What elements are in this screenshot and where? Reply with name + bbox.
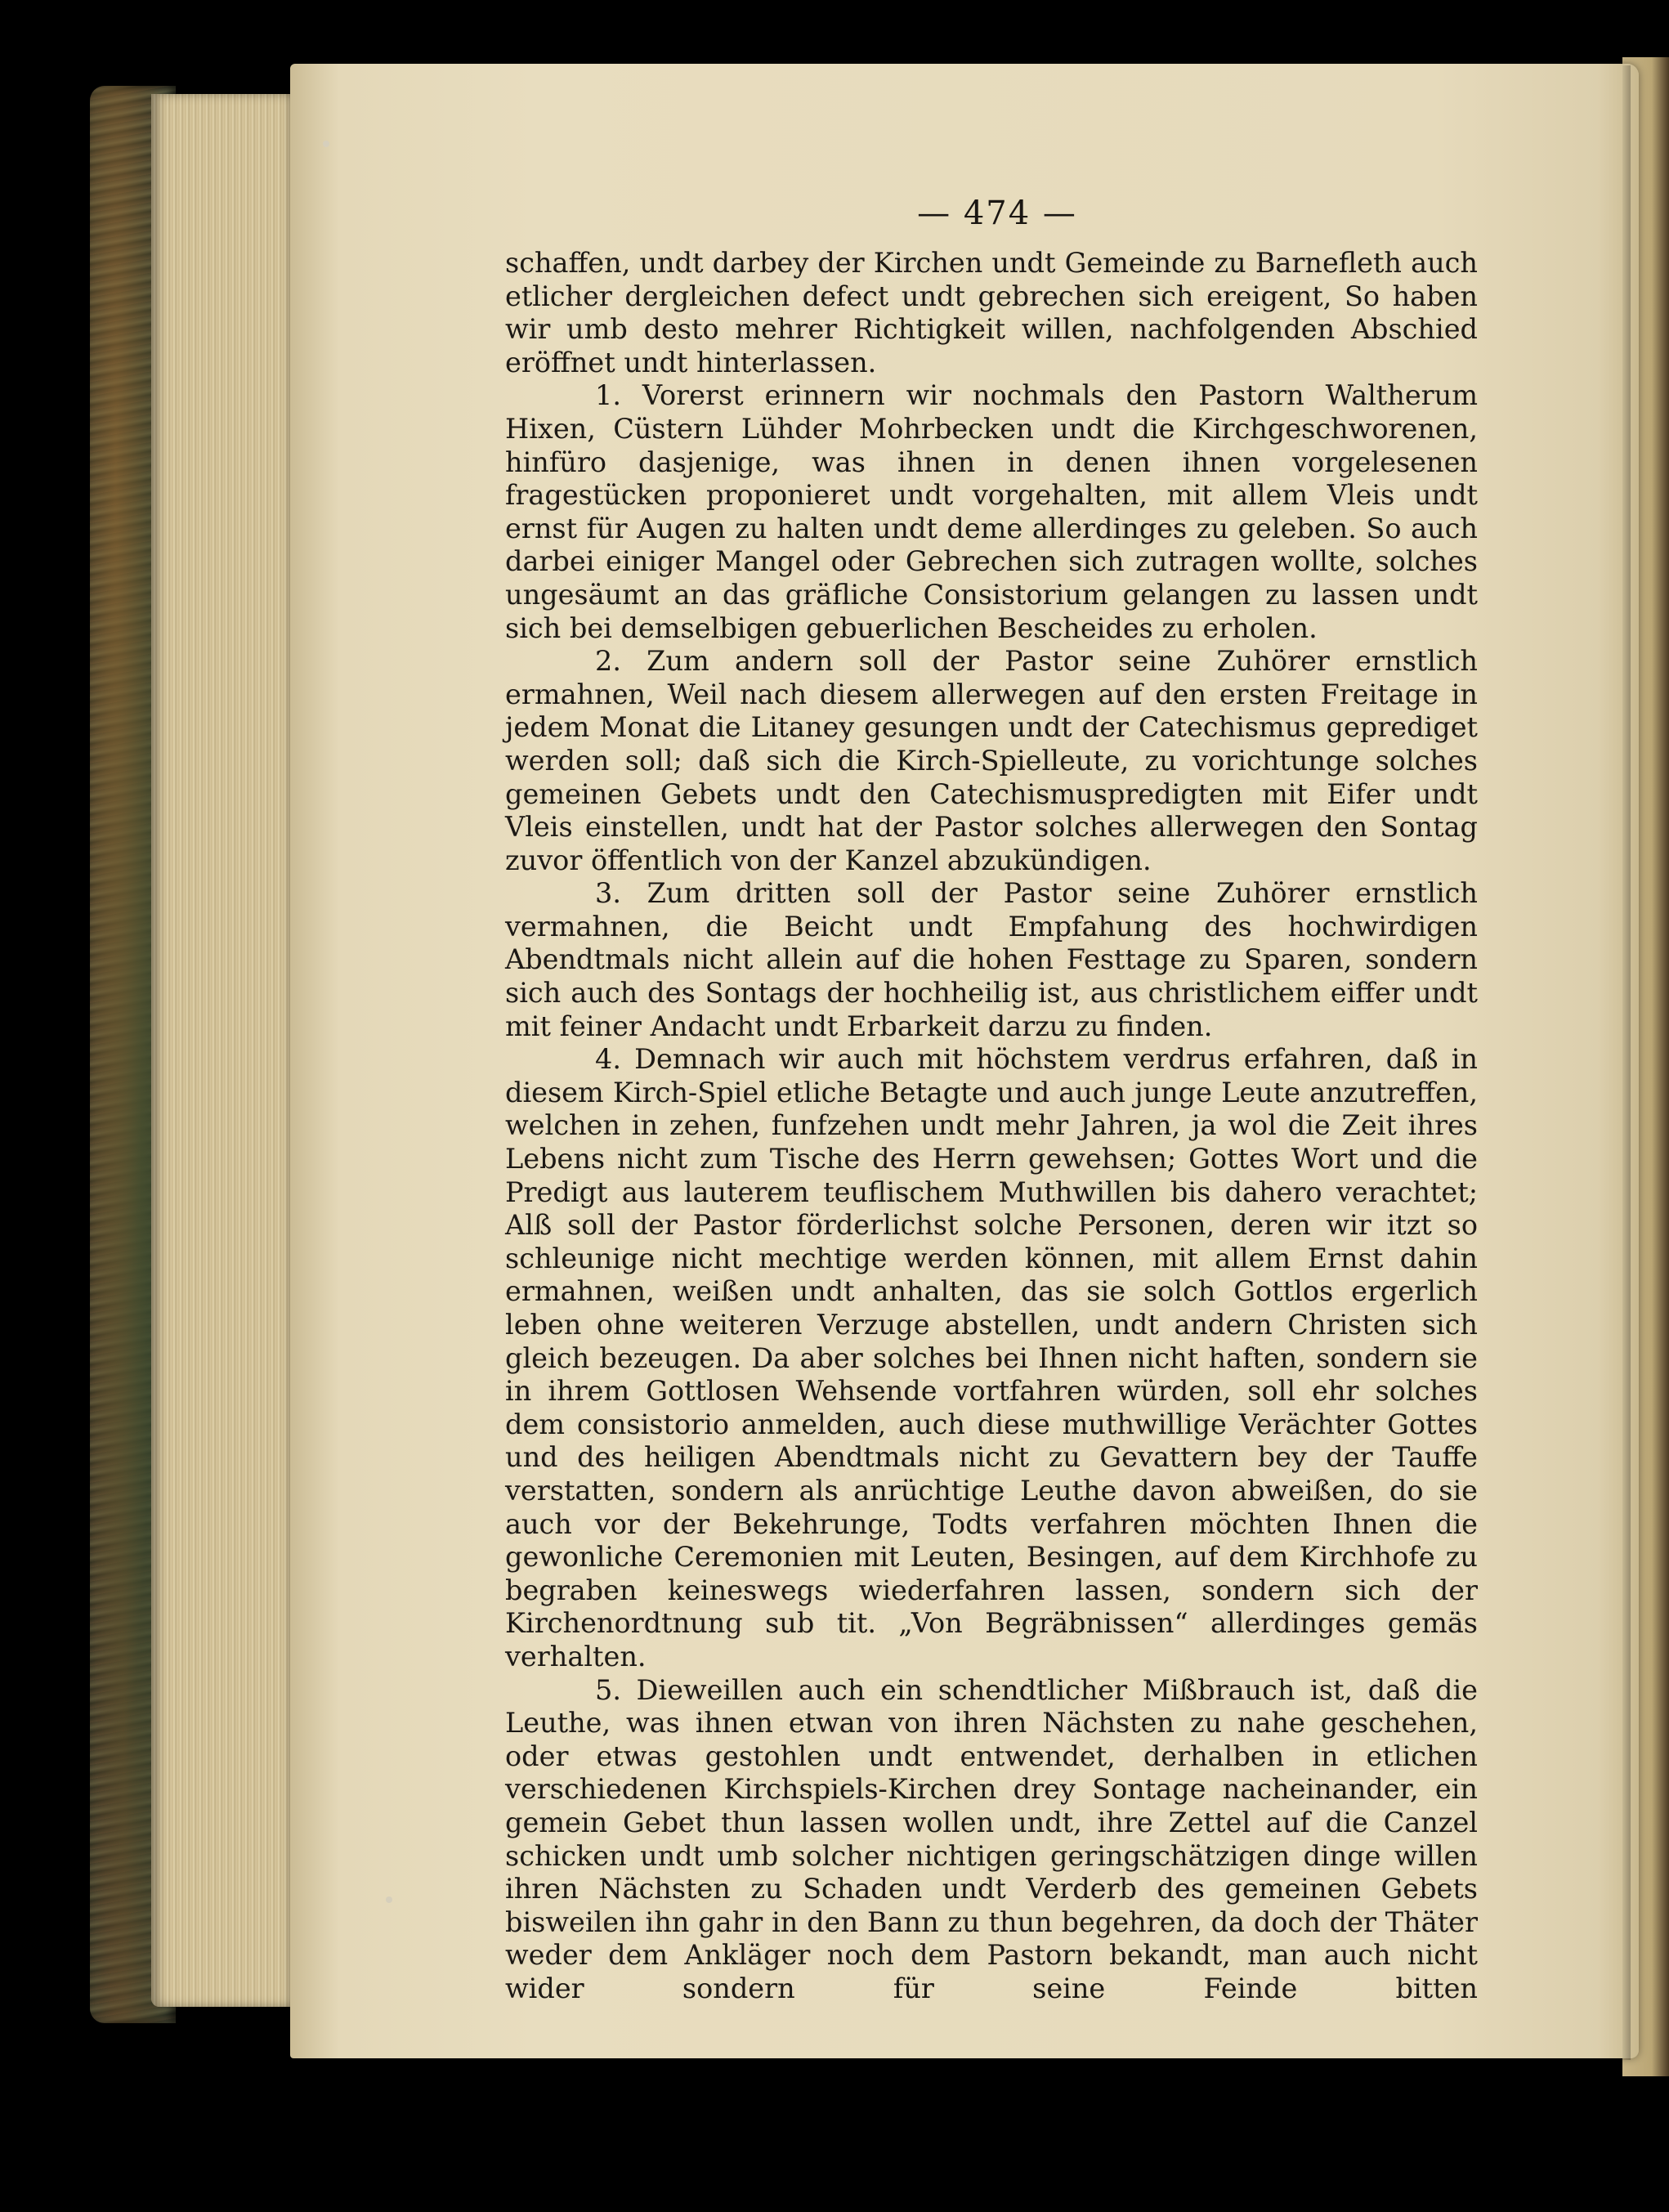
body-text xyxy=(505,247,1478,2005)
paragraph: 5. Dieweillen auch ein schendtlicher Mißbrauch ist, daß die Leuthe, was ihnen etwan von ihren Nächsten zu nahe geschehen, oder etwas gestohlen undt entwendet, derhalben in etlichen verschiedenen Kirchspiels-Kirchen drey Sontage nacheinander, ein gemein Gebet thun lassen wollen undt, ihre Zettel auf die Canzel schicken undt umb solcher nichtigen geringschätzigen dinge willen ihren Nächsten zu Schaden undt Verderb des gemeinen Gebets bisweilen ihn gahr in den Bann zu thun begehren, da doch der Thäter weder dem Ankläger noch dem Pastorn bekandt, man auch nicht wider sondern für seine Feinde bitten xyxy=(505,1673,1478,2004)
paragraph: 1. Vorerst erinnern wir nochmals den Pastorn Waltherum Hixen, Cüstern Lühder Mohrbecken undt die Kirchgeschworenen, hinfüro dasjenige, was ihnen in denen ihnen vorgelesenen fragestücken proponieret undt vorgehalten, mit allem Vleis undt ernst für Augen zu halten undt deme allerdinges zu geleben. So auch darbei einiger Mangel oder Gebrechen sich zutragen wollte, solches ungesäumt an das gräfliche Consistorium gelangen zu lassen undt sich bei demselbigen gebuerlichen Bescheides zu erholen. xyxy=(505,379,1478,644)
page-edges xyxy=(151,94,294,2007)
paragraph: 3. Zum dritten soll der Pastor seine Zuhörer ernstlich vermahnen, die Beicht undt Empfahung des hochwirdigen Abendtmals nicht allein auf die hohen Festtage zu Sparen, sondern sich auch des Sontags der hochheilig ist, aus christlichem eiffer undt mit feiner Andacht undt Erbarkeit darzu zu finden. xyxy=(505,877,1478,1042)
paragraph: schaffen, undt darbey der Kirchen undt Gemeinde zu Barnefleth auch etlicher dergleichen defect undt gebrechen sich ereigent, So haben wir umb desto mehrer Richtigkeit willen, nachfolgenden Abschied eröffnet undt hinterlassen. xyxy=(505,247,1478,378)
speck-mark xyxy=(386,1896,392,1903)
paragraph: 2. Zum andern soll der Pastor seine Zuhörer ernstlich ermahnen, Weil nach diesem allerwegen auf den ersten Freitage in jedem Monat die Litaney gesungen undt der Catechismus geprediget werden soll; daß sich die Kirch-Spielleute, zu vorichtunge solches gemeinen Gebets undt den Catechismuspredigten mit Eifer undt Vleis einstellen, undt hat der Pastor solches allerwegen den Sontag zuvor öffentlich von der Kanzel abzukündigen. xyxy=(505,645,1478,876)
page-fold-shadow xyxy=(1622,65,1631,2060)
speck-mark xyxy=(323,141,329,147)
page-number: — 474 — xyxy=(917,195,1077,232)
paragraph: 4. Demnach wir auch mit höchstem verdrus erfahren, daß in diesem Kirch-Spiel etliche Betagte und auch junge Leute anzutreffen, welchen in zehen, funfzehen undt mehr Jahren, ja wol die Zeit ihres Lebens nicht zum Tische des Herrn gewehsen; Gottes Wort und die Predigt aus lauterem teuflischem Muthwillen bis dahero verachtet; Alß soll der Pastor förderlichst solche Personen, deren wir itzt so schleunige nicht mechtige werden können, mit allem Ernst dahin ermahnen, weißen undt anhalten, das sie solch Gottlos ergerlich leben ohne weiteren Verzuge abstellen, undt andern Christen sich gleich bezeugen. Da aber solches bei Ihnen nicht haften, sondern sie in ihrem Gottlosen Wehsende vortfahren würden, soll ehr solches dem consistorio anmelden, auch diese muthwillige Verächter Gottes und des heiligen Abendtmals nicht zu Gevattern bey der Tauffe verstatten, sondern als anrüchtige Leuthe davon abweißen, do sie auch vor der Bekehrunge, Todts verfahren möchten Ihnen die gewonliche Ceremonien mit Leuten, Besingen, auf dem Kirchhofe zu begraben keineswegs wiederfahren lassen, sondern sich der Kirchenordtnung sub tit. „Von Begräbnissen“ allerdinges gemäs verhalten. xyxy=(505,1043,1478,1672)
